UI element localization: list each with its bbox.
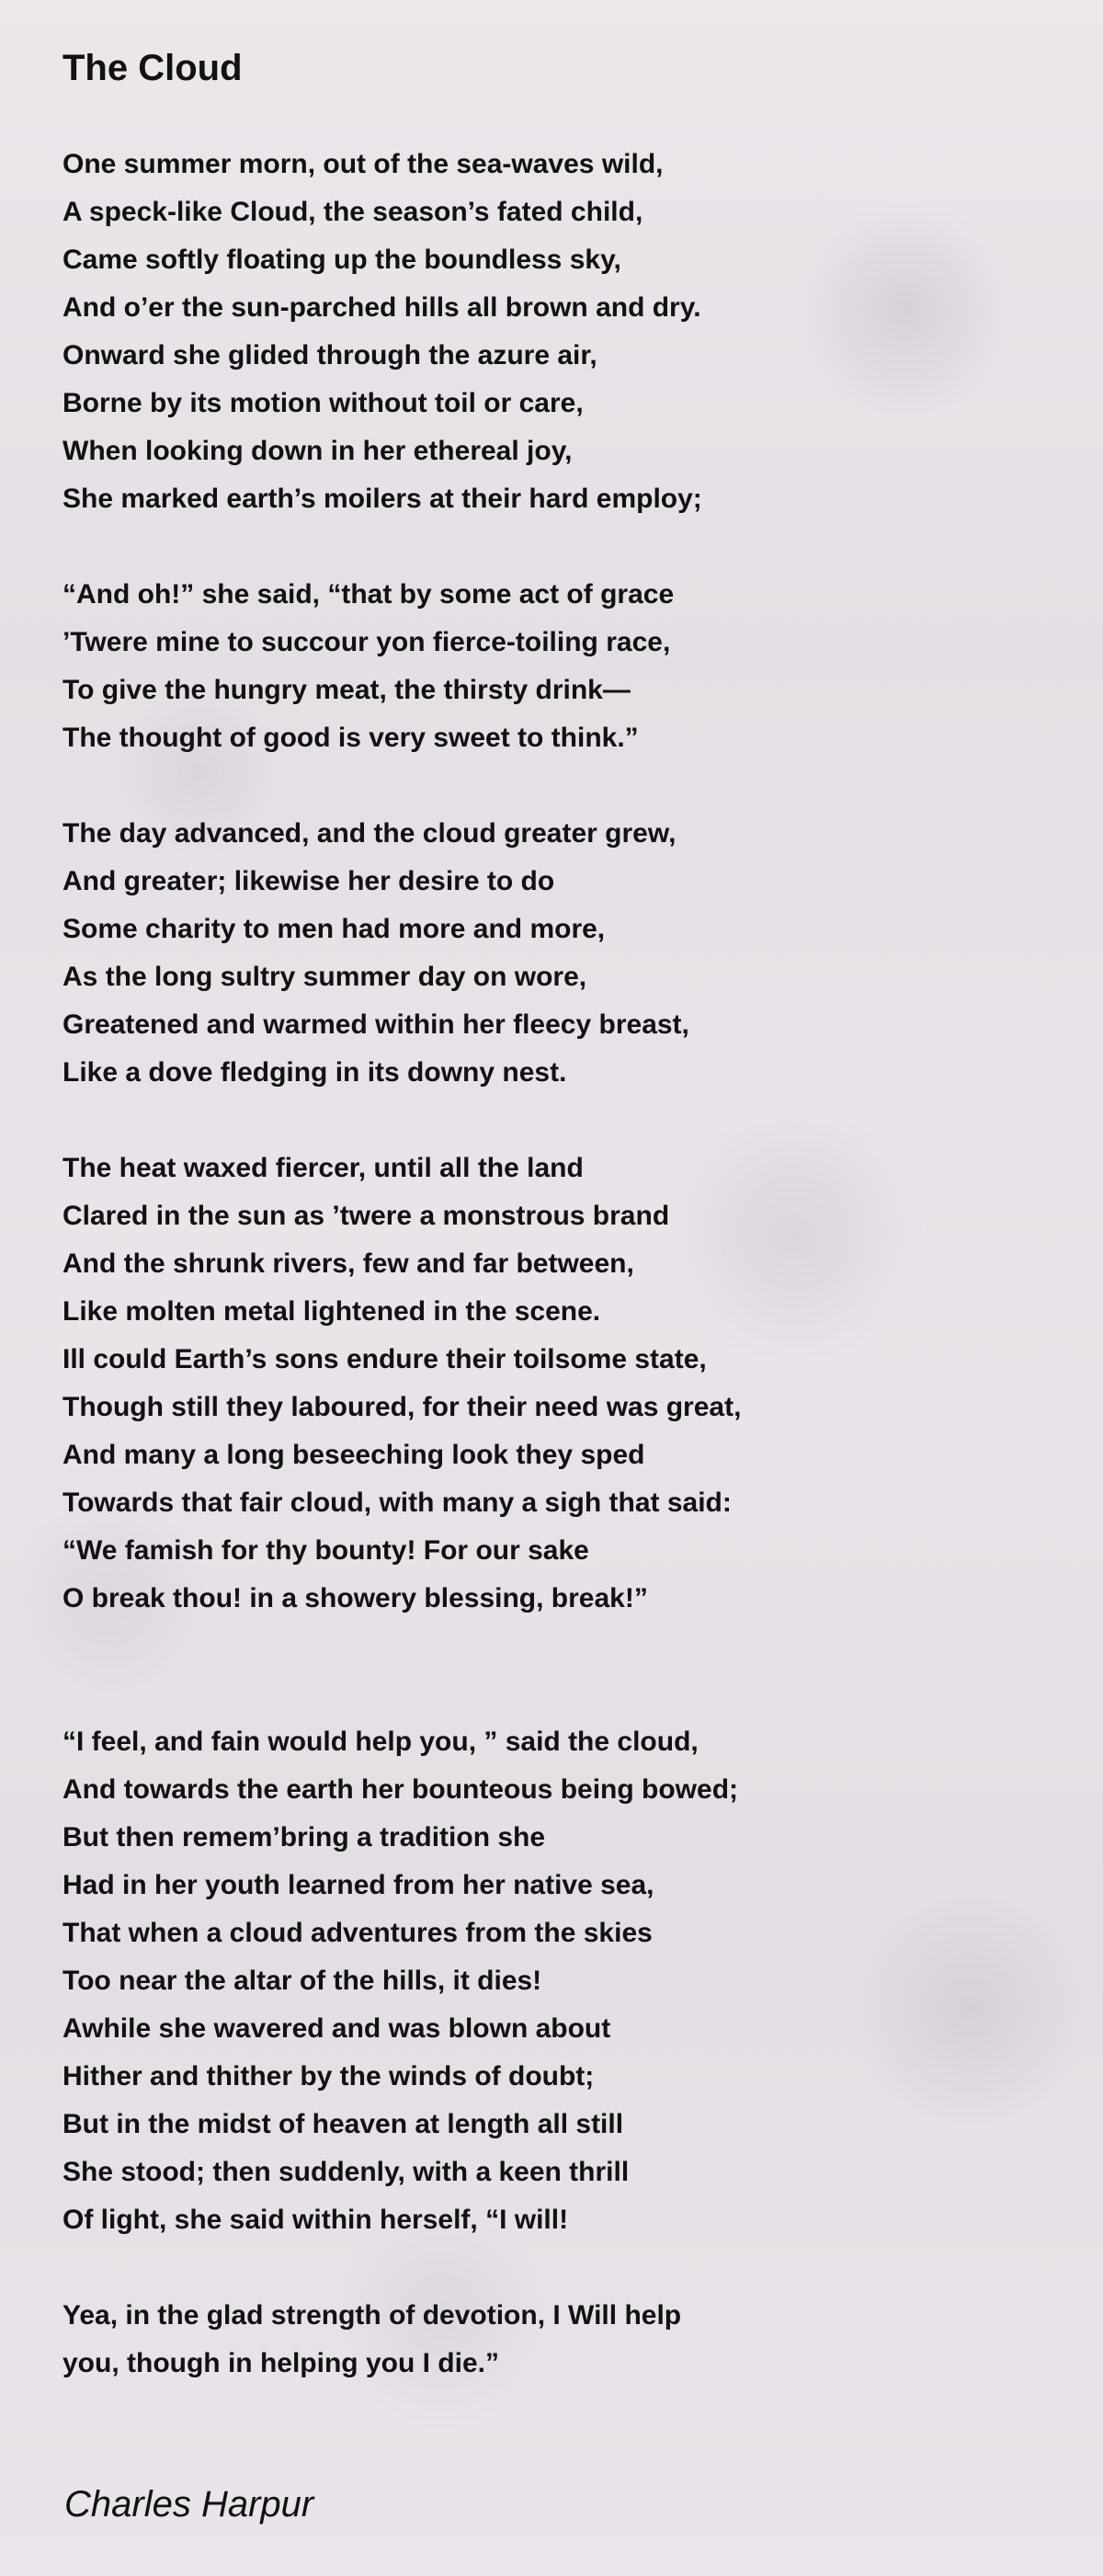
poem-line: “And oh!” she said, “that by some act of grace [63, 579, 675, 610]
poem-line: And many a long beseeching look they sped [63, 1440, 645, 1470]
stanza-4 [63, 1145, 1055, 1623]
poem-line: Came softly floating up the boundless sky, [63, 245, 621, 275]
stanza-2 [63, 571, 1055, 762]
poem-line: When looking down in her ethereal joy, [63, 436, 573, 466]
poem-line: Too near the altar of the hills, it dies! [63, 1966, 542, 1996]
poem-line: Borne by its motion without toil or care, [63, 388, 584, 418]
poem-line: She marked earth’s moilers at their hard employ; [63, 484, 702, 514]
poem-line: That when a cloud adventures from the skies [63, 1918, 653, 1948]
stanza-break [63, 2244, 1055, 2292]
stanza-break [63, 523, 1055, 571]
stanza-break [63, 1097, 1055, 1145]
poem-line: Awhile she wavered and was blown about [63, 2013, 611, 2044]
stanza-5 [63, 1718, 1055, 2244]
poem-line: “We famish for thy bounty! For our sake [63, 1535, 589, 1566]
poem-line: O break thou! in a showery blessing, break!” [63, 1583, 648, 1613]
poem-line: But then remem’bring a tradition she [63, 1822, 546, 1852]
poem-line: The day advanced, and the cloud greater grew, [63, 818, 677, 849]
poem-line: Yea, in the glad strength of devotion, I Will help [63, 2300, 682, 2331]
poem-line: you, though in helping you I die.” [63, 2348, 499, 2378]
poem-line: The heat waxed fiercer, until all the land [63, 1153, 584, 1183]
poem-line: Some charity to men had more and more, [63, 914, 606, 944]
stanza-break [63, 1623, 1055, 1718]
poem-line: A speck-like Cloud, the season’s fated child, [63, 197, 643, 227]
poem-line: Greatened and warmed within her fleecy breast, [63, 1009, 689, 1040]
poem-line: And towards the earth her bounteous being bowed; [63, 1774, 739, 1805]
poem-line: Though still they laboured, for their need was great, [63, 1392, 742, 1422]
stanza-1 [63, 141, 1055, 523]
poem-line: Towards that fair cloud, with many a sigh that said: [63, 1487, 732, 1518]
poem-line: Had in her youth learned from her native sea, [63, 1870, 654, 1900]
poem-line: One summer morn, out of the sea-waves wild, [63, 149, 664, 179]
poem-line: Like a dove fledging in its downy nest. [63, 1057, 567, 1088]
poem-line: And o’er the sun-parched hills all brown and dry. [63, 292, 701, 323]
poem-line: Hither and thither by the winds of doubt; [63, 2061, 595, 2092]
poem-line: Ill could Earth’s sons endure their toilsome state, [63, 1344, 707, 1374]
poem-line: Of light, she said within herself, “I will! [63, 2205, 569, 2235]
poem-line: Onward she glided through the azure air, [63, 340, 597, 370]
poem-line: The thought of good is very sweet to think.” [63, 723, 639, 753]
stanza-break [63, 762, 1055, 810]
stanza-3 [63, 810, 1055, 1097]
poem-line: ’Twere mine to succour yon fierce-toiling race, [63, 627, 671, 657]
poem-line: And the shrunk rivers, few and far between, [63, 1248, 634, 1279]
poem-line: And greater; likewise her desire to do [63, 866, 555, 896]
poem-title: The Cloud [63, 48, 243, 88]
poem-line: “I feel, and fain would help you, ” said the cloud, [63, 1727, 699, 1757]
poem-line: Clared in the sun as ’twere a monstrous brand [63, 1201, 670, 1231]
poem-author: Charles Harpur [64, 2484, 314, 2525]
poem-line: She stood; then suddenly, with a keen thrill [63, 2157, 630, 2187]
poem-body [63, 141, 1055, 2388]
poem-line: As the long sultry summer day on wore, [63, 962, 587, 992]
poem-line: But in the midst of heaven at length all still [63, 2109, 624, 2139]
poem-line: Like molten metal lightened in the scene. [63, 1296, 601, 1327]
poem-line: To give the hungry meat, the thirsty drink— [63, 675, 631, 705]
stanza-6 [63, 2292, 1055, 2388]
